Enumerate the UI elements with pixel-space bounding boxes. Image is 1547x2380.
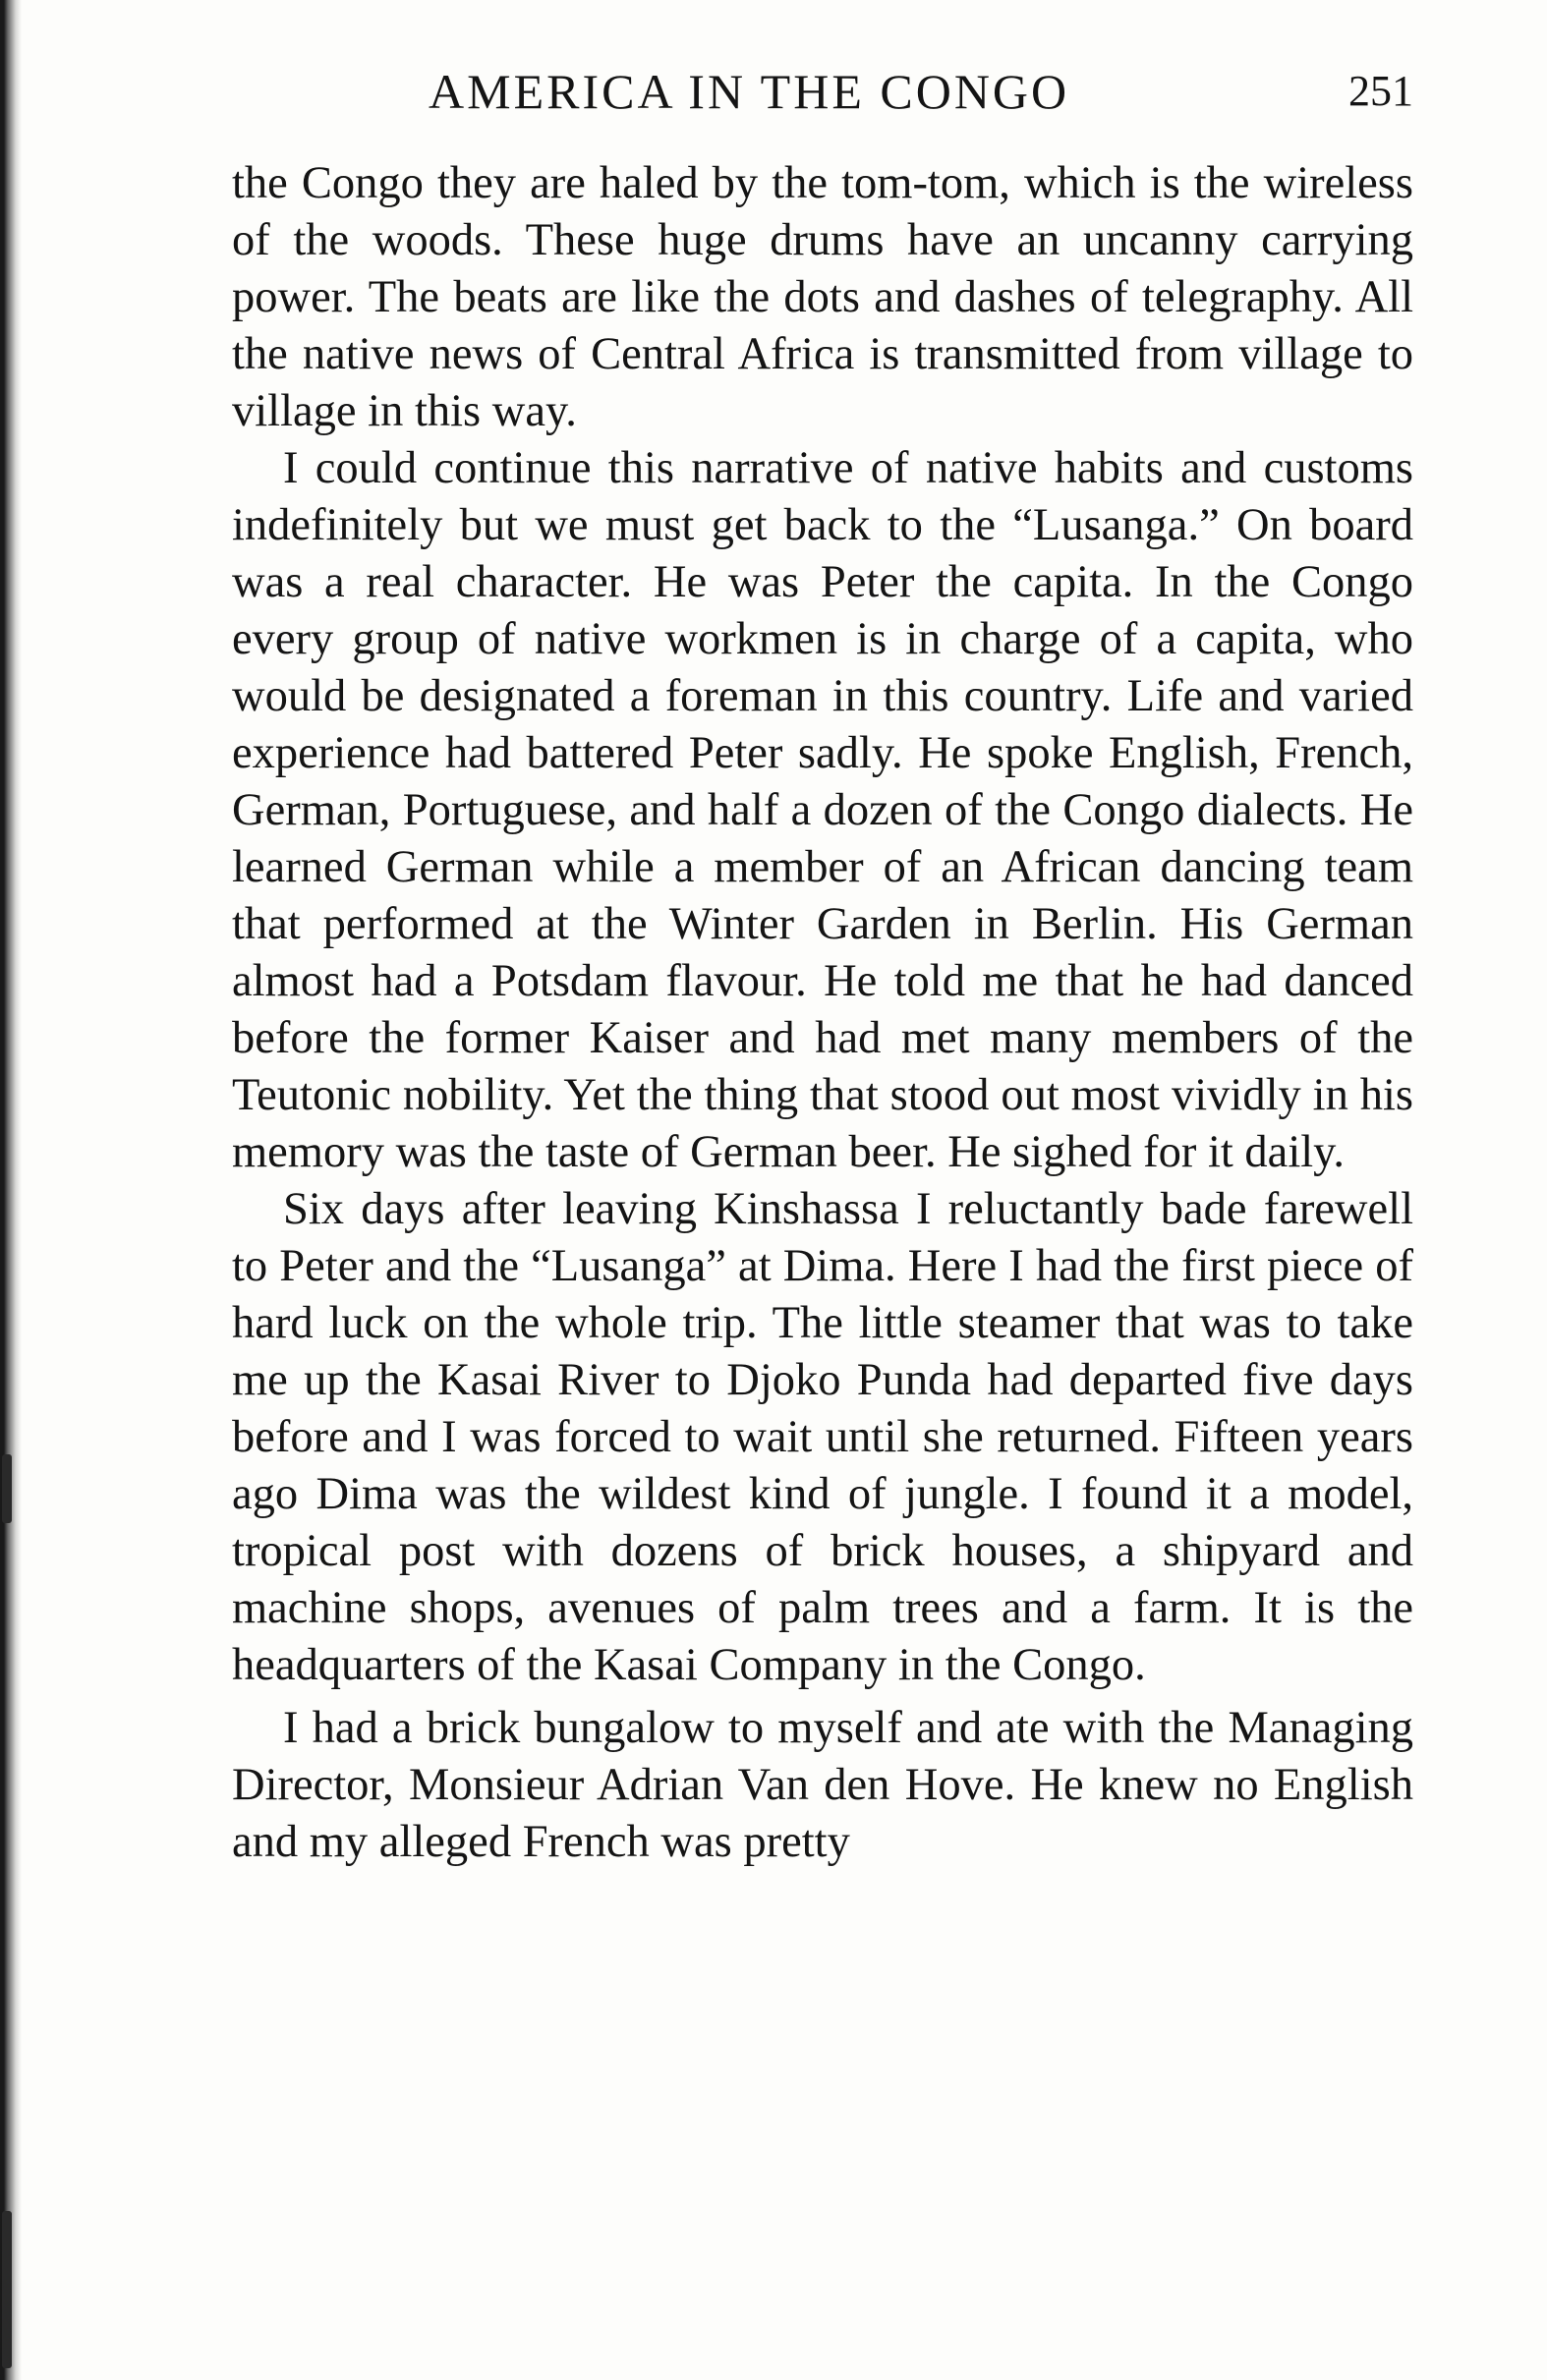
page-number: 251	[1348, 67, 1413, 115]
paragraph: I could continue this narrative of native habits and customs indefinitely but we must get back to the “Lusanga.” On board was a real character. He was Peter the capita. In the Congo every group of native workmen is in charge of a capita, who would be designated a foreman in this country. Life and varied experience had battered Peter sadly. He spoke English, French, German, Portuguese, and half a dozen of the Congo dialects. He learned German while a member of an African dancing team that performed at the Winter Garden in Berlin. His German almost had a Potsdam flavour. He told me that he had danced before the former Kaiser and had met many members of the Teutonic nobility. Yet the thing that stood out most vividly in his memory was the taste of German beer. He sighed for it daily.	[232, 443, 1413, 1177]
binding-shadow-mark	[2, 2211, 12, 2368]
body-text	[232, 155, 1413, 1871]
running-title: AMERICA IN THE CONGO	[429, 64, 1070, 119]
paragraph: I had a brick bungalow to myself and ate with the Managing Director, Monsieur Adrian Van den Hove. He knew no English and my alleged French was pretty	[232, 1703, 1413, 1867]
binding-shadow-mark	[2, 1454, 12, 1523]
binding-edge	[0, 0, 22, 2380]
page-header	[232, 57, 1413, 126]
paragraph: Six days after leaving Kinshassa I reluctantly bade farewell to Peter and the “Lusanga” at Dima. Here I had the first piece of hard luck on the whole trip. The little steamer that was to take me up the Kasai River to Djoko Punda had departed five days before and I was forced to wait until she returned. Fifteen years ago Dima was the wildest kind of jungle. I found it a model, tropical post with dozens of brick houses, a shipyard and machine shops, avenues of palm trees and a farm. It is the headquarters of the Kasai Company in the Congo.	[232, 1184, 1413, 1690]
paragraph: the Congo they are haled by the tom-tom, which is the wireless of the woods. These huge drums have an uncanny carrying power. The beats are like the dots and dashes of telegraphy. All the native news of Central Africa is transmitted from village to village in this way.	[232, 158, 1413, 436]
